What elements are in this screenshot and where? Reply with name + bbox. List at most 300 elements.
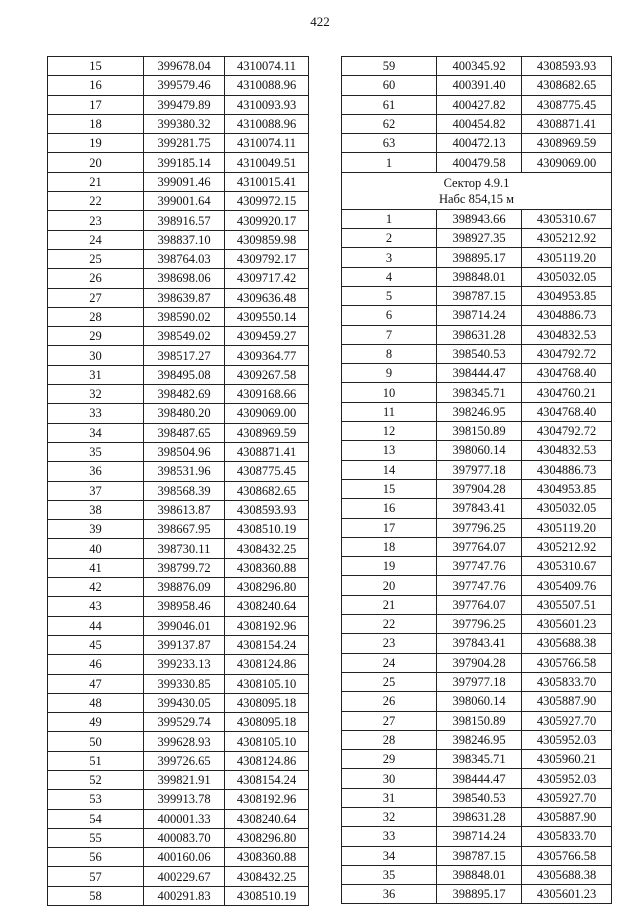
- page-number: 422: [310, 14, 330, 29]
- x-coordinate: 397904.28: [437, 479, 522, 498]
- point-number: 38: [48, 500, 144, 519]
- table-row: [342, 653, 612, 672]
- table-row: [48, 809, 309, 828]
- y-coordinate: 4305119.20: [522, 518, 612, 537]
- table-row: [342, 248, 612, 267]
- point-number: 56: [48, 848, 144, 867]
- x-coordinate: 398876.09: [144, 578, 225, 597]
- y-coordinate: 4305507.51: [522, 595, 612, 614]
- table-row: [342, 325, 612, 344]
- point-number: 59: [342, 57, 437, 76]
- table-row: [48, 211, 309, 230]
- x-coordinate: 398246.95: [437, 730, 522, 749]
- table-row: [342, 615, 612, 634]
- x-coordinate: 397843.41: [437, 634, 522, 653]
- point-number: 31: [342, 788, 437, 807]
- table-row: [48, 423, 309, 442]
- x-coordinate: 399330.85: [144, 674, 225, 693]
- table-row: [48, 346, 309, 365]
- table-row: [48, 442, 309, 461]
- y-coordinate: 4308124.86: [225, 751, 309, 770]
- table-row: [48, 114, 309, 133]
- y-coordinate: 4309069.00: [522, 153, 612, 172]
- y-coordinate: 4309069.00: [225, 404, 309, 423]
- left-coordinates-table: [47, 56, 309, 906]
- point-number: 27: [342, 711, 437, 730]
- table-row: [48, 95, 309, 114]
- point-number: 39: [48, 520, 144, 539]
- table-row: [48, 269, 309, 288]
- point-number: 8: [342, 344, 437, 363]
- table-row: [342, 711, 612, 730]
- point-number: 32: [48, 385, 144, 404]
- table-row: [48, 693, 309, 712]
- point-number: 33: [48, 404, 144, 423]
- x-coordinate: 398246.95: [437, 402, 522, 421]
- x-coordinate: 399913.78: [144, 790, 225, 809]
- point-number: 63: [342, 134, 437, 153]
- x-coordinate: 400472.13: [437, 134, 522, 153]
- y-coordinate: 4304768.40: [522, 402, 612, 421]
- table-row: [48, 307, 309, 326]
- y-coordinate: 4305952.03: [522, 769, 612, 788]
- point-number: 30: [342, 769, 437, 788]
- x-coordinate: 399579.46: [144, 76, 225, 95]
- point-number: 11: [342, 402, 437, 421]
- point-number: 21: [48, 172, 144, 191]
- point-number: 33: [342, 827, 437, 846]
- x-coordinate: 400454.82: [437, 114, 522, 133]
- y-coordinate: 4310049.51: [225, 153, 309, 172]
- table-row: [48, 770, 309, 789]
- y-coordinate: 4308124.86: [225, 655, 309, 674]
- x-coordinate: 399628.93: [144, 732, 225, 751]
- y-coordinate: 4310088.96: [225, 76, 309, 95]
- y-coordinate: 4304832.53: [522, 325, 612, 344]
- x-coordinate: 398714.24: [437, 306, 522, 325]
- x-coordinate: 398943.66: [437, 209, 522, 228]
- point-number: 30: [48, 346, 144, 365]
- x-coordinate: 398487.65: [144, 423, 225, 442]
- y-coordinate: 4308154.24: [225, 635, 309, 654]
- x-coordinate: 397796.25: [437, 518, 522, 537]
- x-coordinate: 400391.40: [437, 76, 522, 95]
- point-number: 20: [342, 576, 437, 595]
- table-row: [342, 422, 612, 441]
- point-number: 4: [342, 267, 437, 286]
- table-row: [342, 402, 612, 421]
- table-row: [48, 616, 309, 635]
- y-coordinate: 4305688.38: [522, 634, 612, 653]
- table-row: [48, 76, 309, 95]
- y-coordinate: 4308432.25: [225, 539, 309, 558]
- y-coordinate: 4309636.48: [225, 288, 309, 307]
- sector-header-row: [342, 172, 612, 209]
- x-coordinate: 398480.20: [144, 404, 225, 423]
- point-number: 46: [48, 655, 144, 674]
- y-coordinate: 4305833.70: [522, 672, 612, 691]
- table-row: [342, 672, 612, 691]
- table-row: [342, 788, 612, 807]
- x-coordinate: 399046.01: [144, 616, 225, 635]
- y-coordinate: 4308510.19: [225, 886, 309, 905]
- point-number: 47: [48, 674, 144, 693]
- y-coordinate: 4308682.65: [225, 481, 309, 500]
- y-coordinate: 4308192.96: [225, 790, 309, 809]
- x-coordinate: 398799.72: [144, 558, 225, 577]
- point-number: 27: [48, 288, 144, 307]
- table-row: [342, 518, 612, 537]
- point-number: 9: [342, 364, 437, 383]
- y-coordinate: 4305032.05: [522, 267, 612, 286]
- table-row: [342, 692, 612, 711]
- x-coordinate: 398895.17: [437, 885, 522, 904]
- point-number: 21: [342, 595, 437, 614]
- table-row: [342, 769, 612, 788]
- x-coordinate: 398631.28: [437, 807, 522, 826]
- y-coordinate: 4308432.25: [225, 867, 309, 886]
- x-coordinate: 397764.07: [437, 595, 522, 614]
- point-number: 35: [342, 865, 437, 884]
- sector-title: Сектор 4.9.1: [443, 175, 510, 190]
- x-coordinate: 398590.02: [144, 307, 225, 326]
- sector-height: Набс 854,15 м: [438, 191, 515, 206]
- y-coordinate: 4308775.45: [225, 462, 309, 481]
- x-coordinate: 400345.92: [437, 57, 522, 76]
- table-row: [342, 827, 612, 846]
- point-number: 58: [48, 886, 144, 905]
- table-row: [342, 76, 612, 95]
- point-number: 41: [48, 558, 144, 577]
- y-coordinate: 4308360.88: [225, 558, 309, 577]
- table-row: [48, 578, 309, 597]
- x-coordinate: 397977.18: [437, 672, 522, 691]
- x-coordinate: 399430.05: [144, 693, 225, 712]
- x-coordinate: 398060.14: [437, 692, 522, 711]
- point-number: 62: [342, 114, 437, 133]
- x-coordinate: 398345.71: [437, 750, 522, 769]
- table-row: [48, 732, 309, 751]
- point-number: 52: [48, 770, 144, 789]
- y-coordinate: 4304760.21: [522, 383, 612, 402]
- table-row: [342, 460, 612, 479]
- table-row: [342, 865, 612, 884]
- y-coordinate: 4308154.24: [225, 770, 309, 789]
- x-coordinate: 398531.96: [144, 462, 225, 481]
- y-coordinate: 4308105.10: [225, 674, 309, 693]
- y-coordinate: 4308871.41: [522, 114, 612, 133]
- x-coordinate: 397843.41: [437, 499, 522, 518]
- x-coordinate: 398927.35: [437, 229, 522, 248]
- table-row: [48, 655, 309, 674]
- y-coordinate: 4305119.20: [522, 248, 612, 267]
- y-coordinate: 4309459.27: [225, 327, 309, 346]
- y-coordinate: 4308969.59: [522, 134, 612, 153]
- point-number: 23: [342, 634, 437, 653]
- point-number: 15: [342, 479, 437, 498]
- table-row: [48, 539, 309, 558]
- x-coordinate: 399678.04: [144, 57, 225, 76]
- x-coordinate: 400291.83: [144, 886, 225, 905]
- y-coordinate: 4309972.15: [225, 192, 309, 211]
- x-coordinate: 399185.14: [144, 153, 225, 172]
- x-coordinate: 398848.01: [437, 267, 522, 286]
- y-coordinate: 4305409.76: [522, 576, 612, 595]
- point-number: 26: [48, 269, 144, 288]
- table-row: [48, 230, 309, 249]
- table-row: [342, 344, 612, 363]
- point-number: 20: [48, 153, 144, 172]
- point-number: 40: [48, 539, 144, 558]
- y-coordinate: 4305960.21: [522, 750, 612, 769]
- x-coordinate: 397796.25: [437, 615, 522, 634]
- x-coordinate: 399233.13: [144, 655, 225, 674]
- point-number: 34: [48, 423, 144, 442]
- point-number: 54: [48, 809, 144, 828]
- y-coordinate: 4305927.70: [522, 711, 612, 730]
- table-row: [48, 713, 309, 732]
- point-number: 61: [342, 95, 437, 114]
- x-coordinate: 398764.03: [144, 249, 225, 268]
- y-coordinate: 4309168.66: [225, 385, 309, 404]
- point-number: 16: [48, 76, 144, 95]
- y-coordinate: 4309550.14: [225, 307, 309, 326]
- table-row: [48, 249, 309, 268]
- y-coordinate: 4308593.93: [225, 500, 309, 519]
- x-coordinate: 398150.89: [437, 711, 522, 730]
- point-number: 31: [48, 365, 144, 384]
- x-coordinate: 397764.07: [437, 537, 522, 556]
- table-row: [342, 229, 612, 248]
- table-row: [48, 481, 309, 500]
- x-coordinate: 399137.87: [144, 635, 225, 654]
- table-row: [342, 209, 612, 228]
- y-coordinate: 4308510.19: [225, 520, 309, 539]
- x-coordinate: 399479.89: [144, 95, 225, 114]
- table-row: [48, 520, 309, 539]
- x-coordinate: 400427.82: [437, 95, 522, 114]
- table-row: [48, 558, 309, 577]
- point-number: 36: [342, 885, 437, 904]
- table-row: [342, 576, 612, 595]
- table-row: [342, 479, 612, 498]
- y-coordinate: 4310088.96: [225, 114, 309, 133]
- point-number: 23: [48, 211, 144, 230]
- x-coordinate: 398848.01: [437, 865, 522, 884]
- table-row: [48, 153, 309, 172]
- point-number: 6: [342, 306, 437, 325]
- table-row: [48, 385, 309, 404]
- y-coordinate: 4305601.23: [522, 615, 612, 634]
- y-coordinate: 4309920.17: [225, 211, 309, 230]
- point-number: 3: [342, 248, 437, 267]
- y-coordinate: 4308871.41: [225, 442, 309, 461]
- point-number: 7: [342, 325, 437, 344]
- x-coordinate: 399529.74: [144, 713, 225, 732]
- x-coordinate: 398060.14: [437, 441, 522, 460]
- point-number: 37: [48, 481, 144, 500]
- point-number: 2: [342, 229, 437, 248]
- x-coordinate: 398549.02: [144, 327, 225, 346]
- x-coordinate: 398540.53: [437, 344, 522, 363]
- point-number: 32: [342, 807, 437, 826]
- y-coordinate: 4304768.40: [522, 364, 612, 383]
- x-coordinate: 398837.10: [144, 230, 225, 249]
- y-coordinate: 4305766.58: [522, 846, 612, 865]
- table-row: [48, 674, 309, 693]
- x-coordinate: 398916.57: [144, 211, 225, 230]
- y-coordinate: 4305310.67: [522, 209, 612, 228]
- point-number: 45: [48, 635, 144, 654]
- point-number: 22: [342, 615, 437, 634]
- x-coordinate: 398150.89: [437, 422, 522, 441]
- x-coordinate: 397977.18: [437, 460, 522, 479]
- table-row: [48, 365, 309, 384]
- point-number: 17: [342, 518, 437, 537]
- y-coordinate: 4305601.23: [522, 885, 612, 904]
- x-coordinate: 398639.87: [144, 288, 225, 307]
- y-coordinate: 4304792.72: [522, 344, 612, 363]
- x-coordinate: 398495.08: [144, 365, 225, 384]
- table-row: [48, 288, 309, 307]
- x-coordinate: 399821.91: [144, 770, 225, 789]
- y-coordinate: 4308682.65: [522, 76, 612, 95]
- point-number: 26: [342, 692, 437, 711]
- table-row: [342, 441, 612, 460]
- table-row: [342, 134, 612, 153]
- table-row: [342, 634, 612, 653]
- point-number: 16: [342, 499, 437, 518]
- x-coordinate: 398698.06: [144, 269, 225, 288]
- x-coordinate: 398787.15: [437, 286, 522, 305]
- y-coordinate: 4308296.80: [225, 578, 309, 597]
- y-coordinate: 4305212.92: [522, 229, 612, 248]
- table-row: [342, 95, 612, 114]
- point-number: 1: [342, 209, 437, 228]
- x-coordinate: 398504.96: [144, 442, 225, 461]
- y-coordinate: 4304953.85: [522, 286, 612, 305]
- point-number: 53: [48, 790, 144, 809]
- y-coordinate: 4308105.10: [225, 732, 309, 751]
- point-number: 50: [48, 732, 144, 751]
- point-number: 28: [342, 730, 437, 749]
- point-number: 28: [48, 307, 144, 326]
- table-row: [48, 848, 309, 867]
- y-coordinate: 4308775.45: [522, 95, 612, 114]
- x-coordinate: 397747.76: [437, 576, 522, 595]
- x-coordinate: 400229.67: [144, 867, 225, 886]
- y-coordinate: 4305887.90: [522, 692, 612, 711]
- table-row: [342, 885, 612, 904]
- x-coordinate: 398444.47: [437, 364, 522, 383]
- table-row: [342, 114, 612, 133]
- table-row: [342, 364, 612, 383]
- table-row: [48, 597, 309, 616]
- point-number: 5: [342, 286, 437, 305]
- table-row: [342, 807, 612, 826]
- x-coordinate: 398568.39: [144, 481, 225, 500]
- x-coordinate: 398730.11: [144, 539, 225, 558]
- table-row: [48, 635, 309, 654]
- point-number: 22: [48, 192, 144, 211]
- table-row: [342, 57, 612, 76]
- x-coordinate: 397747.76: [437, 557, 522, 576]
- y-coordinate: 4308360.88: [225, 848, 309, 867]
- y-coordinate: 4310074.11: [225, 134, 309, 153]
- point-number: 55: [48, 828, 144, 847]
- table-row: [342, 306, 612, 325]
- x-coordinate: 398787.15: [437, 846, 522, 865]
- y-coordinate: 4309859.98: [225, 230, 309, 249]
- x-coordinate: 399281.75: [144, 134, 225, 153]
- table-row: [48, 867, 309, 886]
- y-coordinate: 4304953.85: [522, 479, 612, 498]
- table-row: [342, 383, 612, 402]
- x-coordinate: 398517.27: [144, 346, 225, 365]
- point-number: 10: [342, 383, 437, 402]
- x-coordinate: 399091.46: [144, 172, 225, 191]
- table-row: [342, 153, 612, 172]
- point-number: 49: [48, 713, 144, 732]
- x-coordinate: 400479.58: [437, 153, 522, 172]
- table-row: [48, 462, 309, 481]
- table-row: [48, 134, 309, 153]
- point-number: 25: [48, 249, 144, 268]
- x-coordinate: 398895.17: [437, 248, 522, 267]
- x-coordinate: 398714.24: [437, 827, 522, 846]
- table-row: [48, 886, 309, 905]
- point-number: 18: [342, 537, 437, 556]
- y-coordinate: 4305310.67: [522, 557, 612, 576]
- point-number: 29: [48, 327, 144, 346]
- point-number: 25: [342, 672, 437, 691]
- x-coordinate: 399380.32: [144, 114, 225, 133]
- y-coordinate: 4308095.18: [225, 693, 309, 712]
- y-coordinate: 4304832.53: [522, 441, 612, 460]
- point-number: 19: [48, 134, 144, 153]
- y-coordinate: 4305833.70: [522, 827, 612, 846]
- x-coordinate: 399001.64: [144, 192, 225, 211]
- y-coordinate: 4308296.80: [225, 828, 309, 847]
- x-coordinate: 400083.70: [144, 828, 225, 847]
- point-number: 18: [48, 114, 144, 133]
- point-number: 36: [48, 462, 144, 481]
- table-row: [48, 790, 309, 809]
- point-number: 44: [48, 616, 144, 635]
- y-coordinate: 4308969.59: [225, 423, 309, 442]
- table-row: [342, 267, 612, 286]
- y-coordinate: 4305887.90: [522, 807, 612, 826]
- right-coordinates-table: [341, 56, 612, 904]
- point-number: 12: [342, 422, 437, 441]
- sector-header: [342, 172, 612, 209]
- table-row: [342, 557, 612, 576]
- x-coordinate: 398540.53: [437, 788, 522, 807]
- x-coordinate: 398613.87: [144, 500, 225, 519]
- y-coordinate: 4309267.58: [225, 365, 309, 384]
- y-coordinate: 4310093.93: [225, 95, 309, 114]
- table-row: [48, 172, 309, 191]
- table-row: [342, 286, 612, 305]
- y-coordinate: 4308240.64: [225, 597, 309, 616]
- y-coordinate: 4310015.41: [225, 172, 309, 191]
- table-row: [342, 595, 612, 614]
- point-number: 57: [48, 867, 144, 886]
- y-coordinate: 4305766.58: [522, 653, 612, 672]
- table-row: [342, 750, 612, 769]
- table-row: [48, 327, 309, 346]
- y-coordinate: 4304886.73: [522, 460, 612, 479]
